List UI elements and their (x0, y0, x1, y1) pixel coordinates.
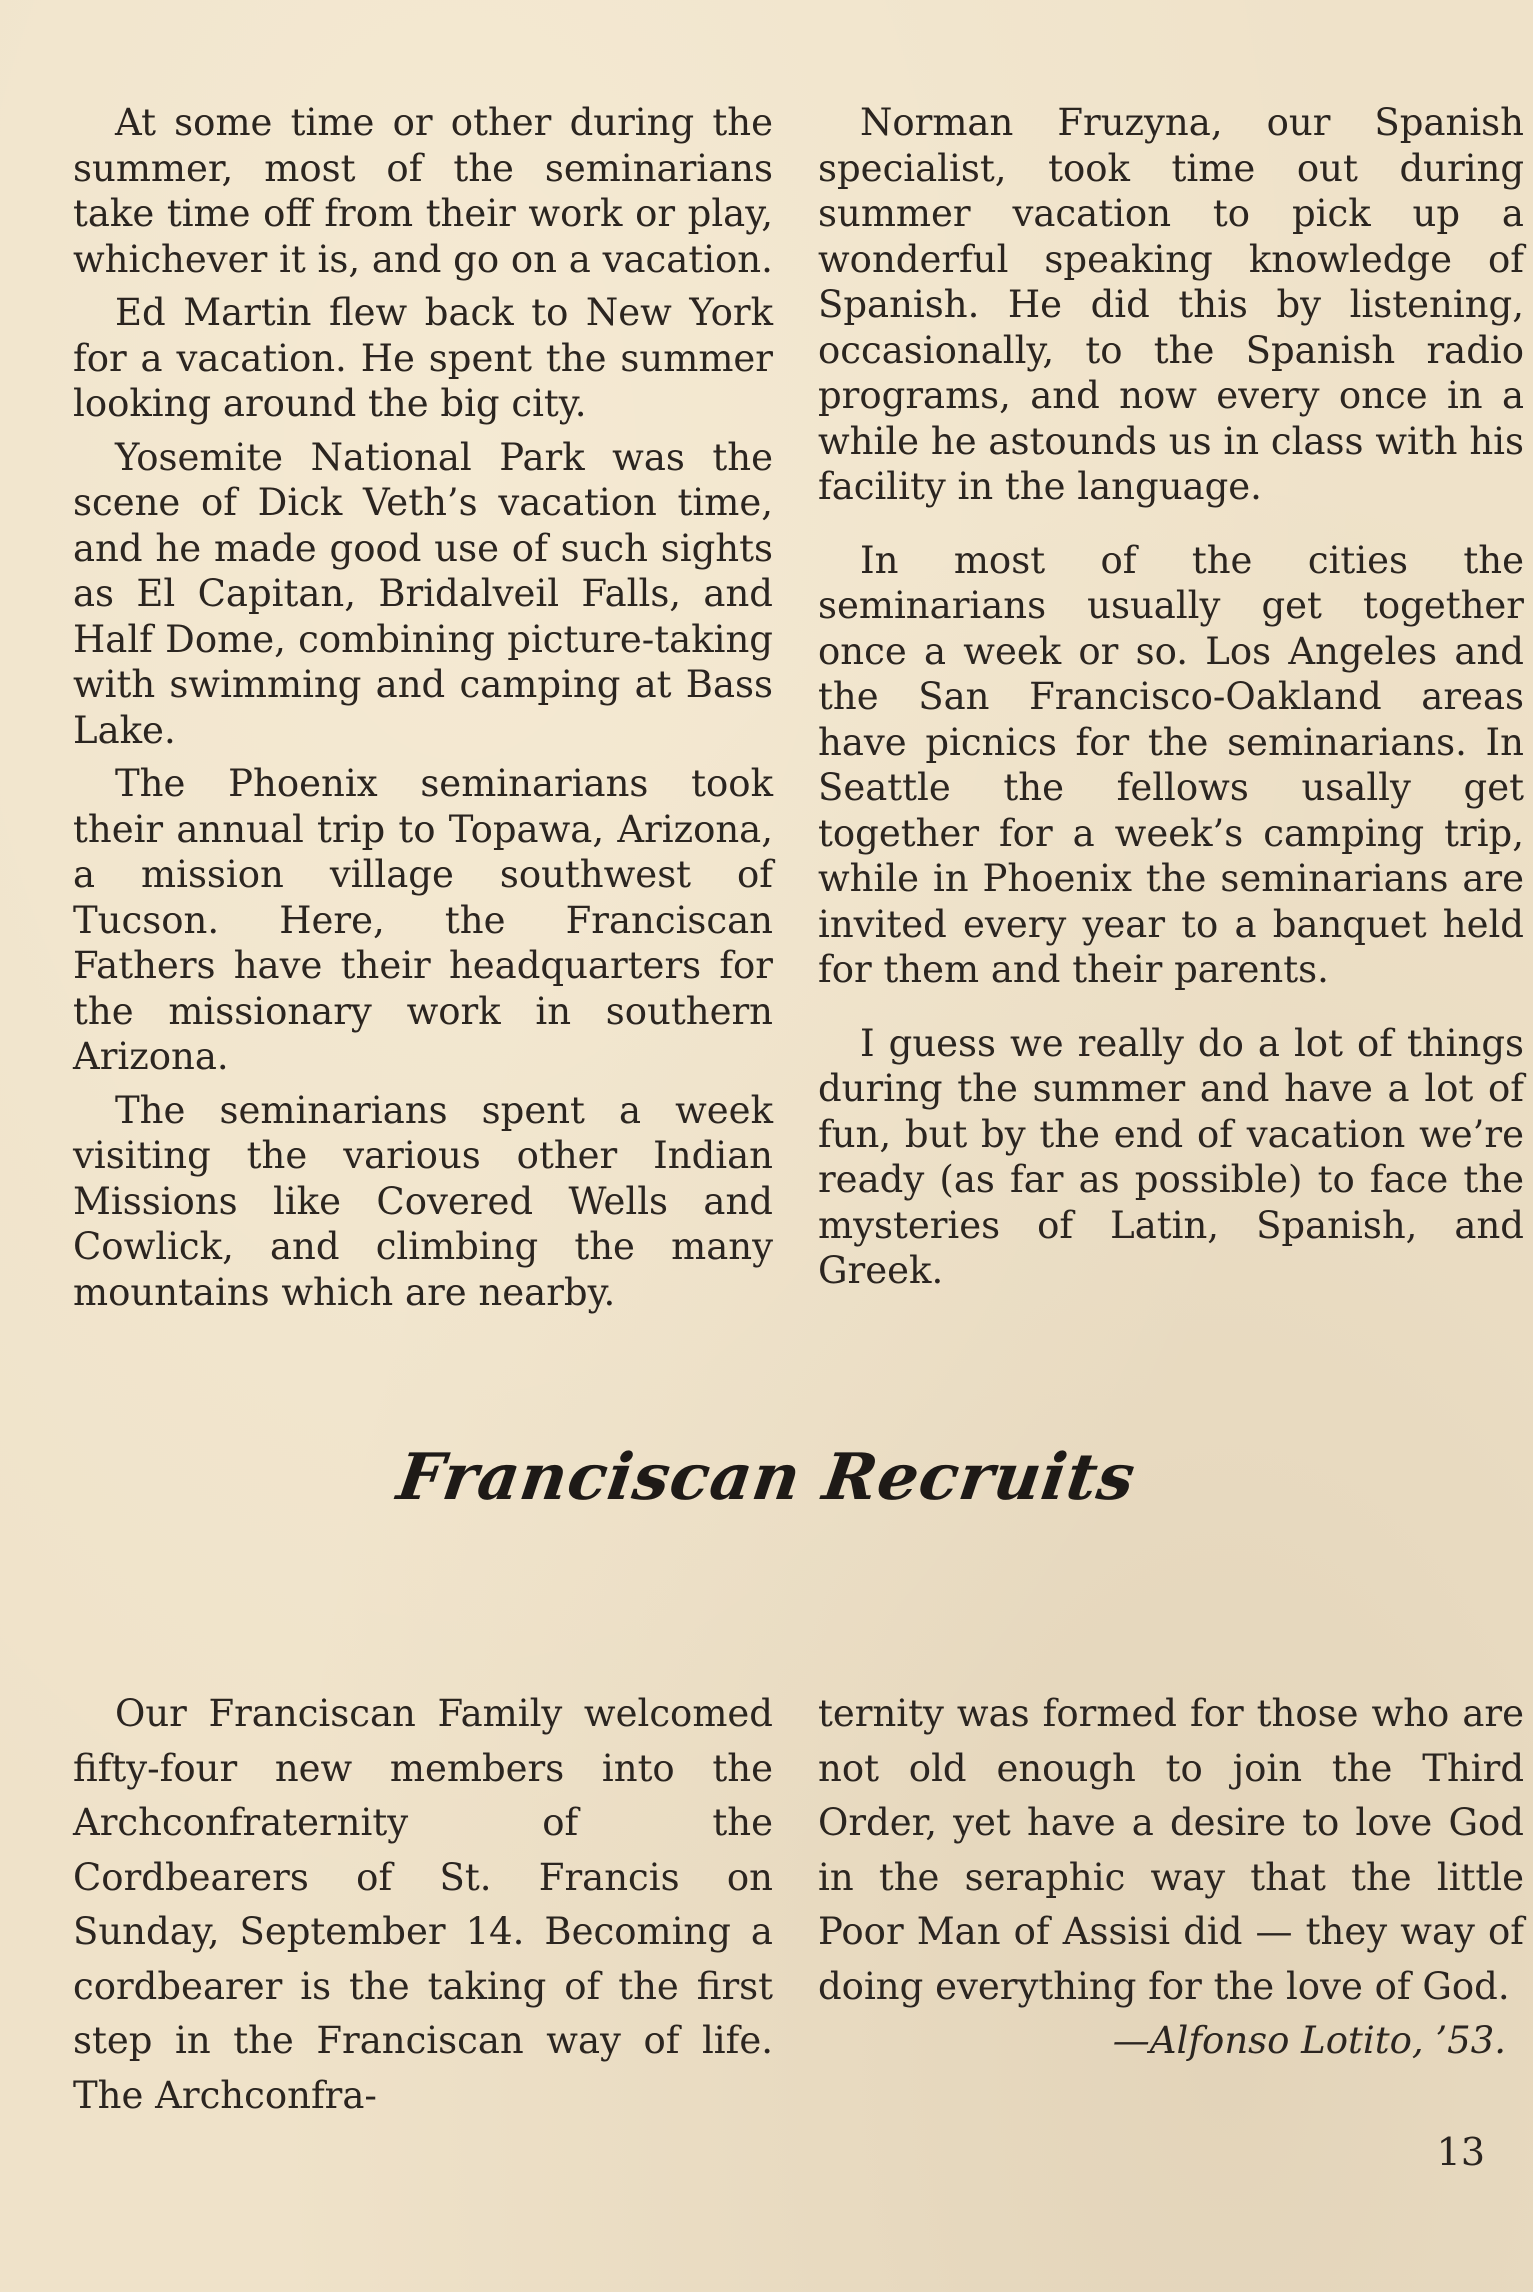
paragraph: The seminarians spent a week visiting the various other Indian Missions like Covered Wells and Cowlick, and climbing the many mountains which are nearby. (73, 1088, 773, 1314)
paragraph: The Phoenix seminarians took their annual trip to Topawa, Arizona, a mission village southwest of Tucson. Here, the Franciscan Fathers have their headquarters for the missionary work in southern Arizona. (73, 762, 773, 1078)
paragraph: Yosemite National Park was the scene of Dick Veth’s vacation time, and he made good use of such sights as El Capitan, Bridalveil Falls, and Half Dome, combining picture-taking with swimming and camping at Bass Lake. (73, 435, 773, 752)
recruits-column-left (73, 1687, 773, 2123)
paragraph: At some time or other during the summer, most of the seminarians take time off from their work or play, whichever it is, and go on a vacation. (73, 101, 773, 281)
paragraph: Our Franciscan Family welcomed fifty-four new members into the Archconfraternity of the Cordbearers of St. Francis on Sunday, September 14. Becoming a cordbearer is the taking of the first step in the Franciscan way of life. The Archconfra- (73, 1692, 773, 2117)
page-number: 13 (1436, 2130, 1485, 2174)
section-heading: Franciscan Recruits (392, 1440, 1141, 1515)
article-column-left (73, 100, 773, 1323)
paragraph: Ed Martin flew back to New York for a vacation. He spent the summer looking around the big city. (73, 291, 773, 425)
recruits-column-right (818, 1687, 1524, 2069)
paragraph: I guess we really do a lot of things during the summer and have a lot of fun, but by the end of vacation we’re ready (as far as possible) to face the mysteries of Latin, Spanish, and Greek. (818, 1021, 1524, 1292)
article-column-right (818, 100, 1524, 1302)
author-byline: —Alfonso Lotito, ’53. (1112, 2019, 1506, 2062)
paragraph: Norman Fruzyna, our Spanish specialist, took time out during summer vacation to pick up a wonderful speaking knowledge of Spanish. He did this by listening, occasionally, to the Spanish radio programs, and now every once in a while he astounds us in class with his facility in the language. (818, 101, 1524, 508)
paragraph: In most of the cities the seminarians usually get together once a week or so. Los Angeles and the San Francisco-Oakland areas have picnics for the seminarians. In Seattle the fellows usally get together for a week’s camping trip, while in Phoenix the seminarians are invited every year to a banquet held for them and their parents. (818, 538, 1524, 991)
paragraph: ternity was formed for those who are not old enough to join the Third Order, yet have a desire to love God in the seraphic way that the little Poor Man of Assisi did — they way of doing everything for the love of God. (818, 1692, 1524, 2008)
